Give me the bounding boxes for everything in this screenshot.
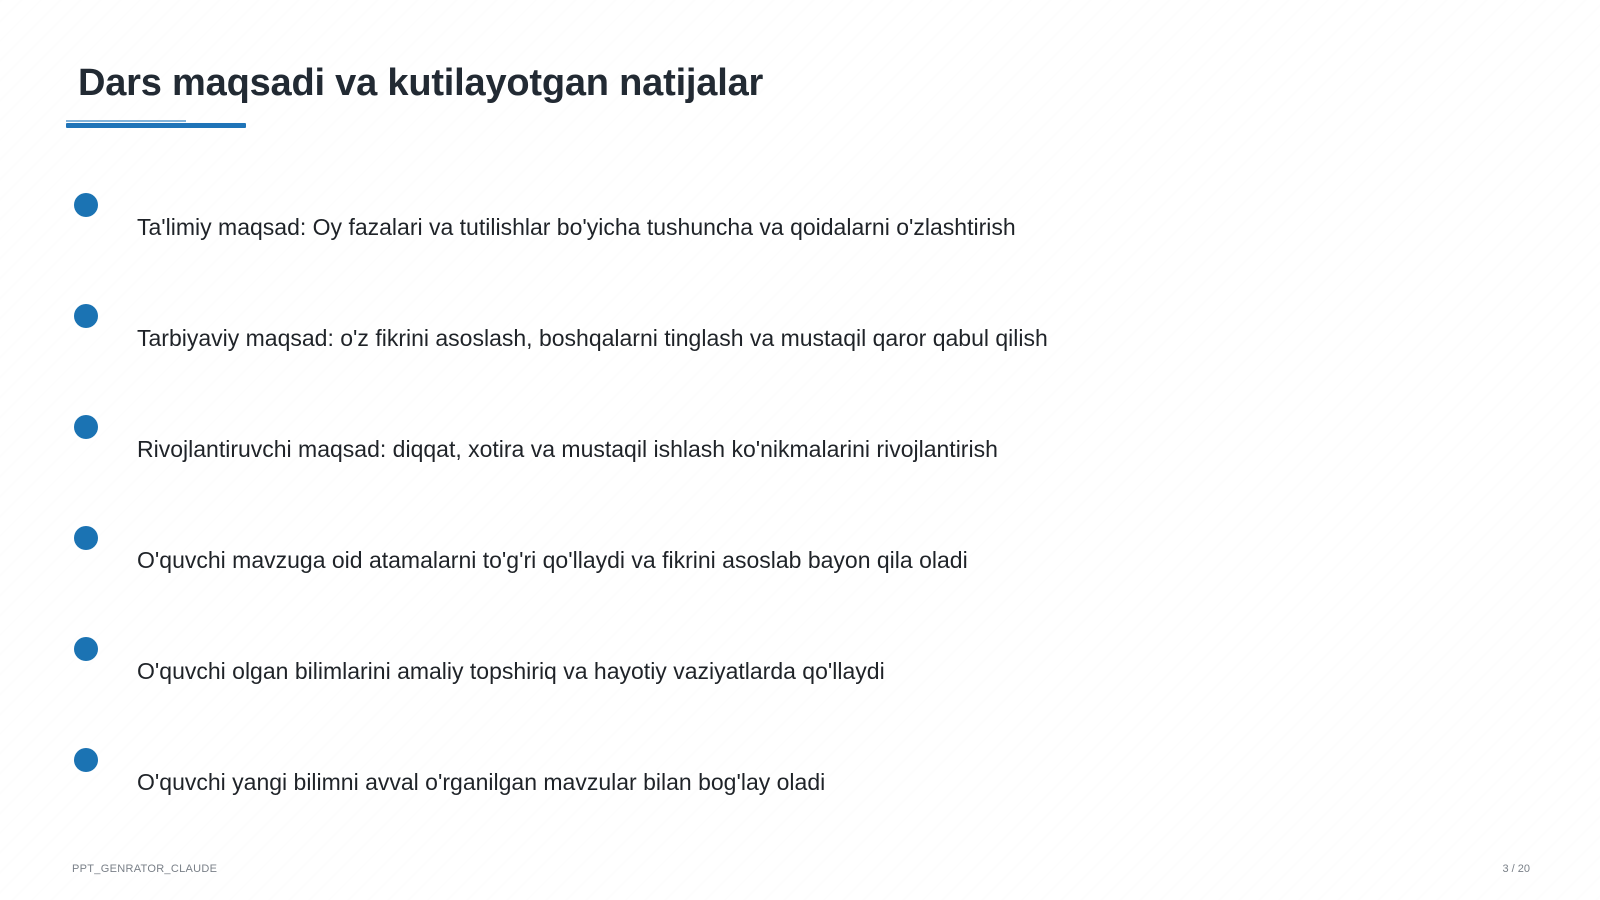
bullet-dot-icon xyxy=(74,304,98,328)
bullet-text: Ta'limiy maqsad: Oy fazalari va tutilishlar bo'yicha tushuncha va qoidalarni o'zlashtirish xyxy=(137,214,1016,240)
list-item xyxy=(0,745,1600,805)
list-item xyxy=(0,634,1600,694)
bullet-dot-icon xyxy=(74,193,98,217)
bullet-dot-icon xyxy=(74,637,98,661)
slide-title: Dars maqsadi va kutilayotgan natijalar xyxy=(78,62,764,104)
bullet-dot-icon xyxy=(74,748,98,772)
bullet-text: O'quvchi yangi bilimni avval o'rganilgan mavzular bilan bog'lay oladi xyxy=(137,769,826,795)
bullet-text: O'quvchi olgan bilimlarini amaliy topshiriq va hayotiy vaziyatlarda qo'llaydi xyxy=(137,658,885,684)
list-item xyxy=(0,190,1600,250)
footer-generator-label: PPT_GENRATOR_CLAUDE xyxy=(72,863,218,875)
bullet-dot-icon xyxy=(74,415,98,439)
page-number: 3 / 20 xyxy=(1502,863,1530,875)
list-item xyxy=(0,523,1600,583)
list-item xyxy=(0,301,1600,361)
bullet-text: Tarbiyaviy maqsad: o'z fikrini asoslash, boshqalarni tinglash va mustaqil qaror qabul qilish xyxy=(137,325,1048,351)
bullet-text: O'quvchi mavzuga oid atamalarni to'g'ri qo'llaydi va fikrini asoslab bayon qila oladi xyxy=(137,547,968,573)
list-item xyxy=(0,412,1600,472)
bullet-dot-icon xyxy=(74,526,98,550)
bullet-text: Rivojlantiruvchi maqsad: diqqat, xotira va mustaqil ishlash ko'nikmalarini rivojlantirish xyxy=(137,436,998,462)
